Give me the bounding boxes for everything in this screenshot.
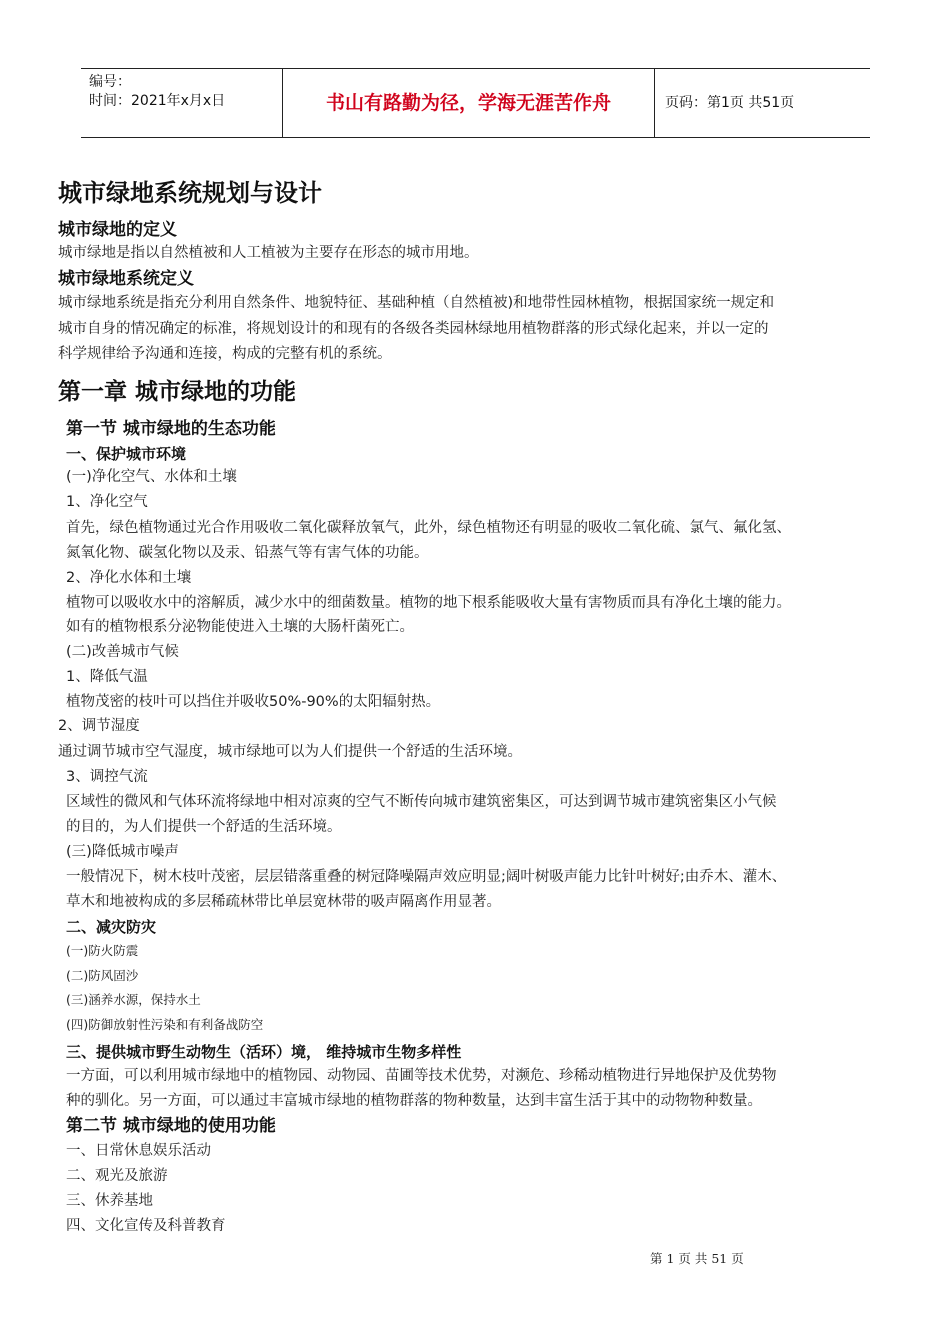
- body-line: 植物茂密的枝叶可以挡住并吸收50%-90%的太阳辐射热。: [66, 694, 441, 710]
- definition-text: 城市绿地是指以自然植被和人工植被为主要存在形态的城市用地。: [58, 245, 479, 261]
- subheading: 二、减灾防灾: [66, 918, 157, 936]
- list-item: 二、观光及旅游: [66, 1168, 168, 1184]
- body-line: 通过调节城市空气湿度，城市绿地可以为人们提供一个舒适的生活环境。: [58, 744, 522, 760]
- item-label: 1、降低气温: [66, 669, 148, 685]
- list-item: 一、日常休息娱乐活动: [66, 1143, 211, 1159]
- body-line: 一方面，可以利用城市绿地中的植物园、动物园、苗圃等技术优势，对濒危、珍稀动植物进行异地保护及优势物: [66, 1068, 777, 1084]
- number-label: 编号：: [89, 74, 131, 90]
- subsection-label: (三)降低城市噪声: [66, 844, 179, 860]
- list-item: (二)防风固沙: [66, 968, 139, 983]
- list-item: (一)防火防震: [66, 943, 139, 958]
- system-text-line: 城市自身的情况确定的标准，将规划设计的和现有的各级各类园林绿地用植物群落的形式绿化起来，并以一定的: [58, 321, 769, 337]
- item-label: 2、调节湿度: [58, 718, 140, 734]
- item-label: 1、净化空气: [66, 494, 148, 510]
- body-line: 首先，绿色植物通过光合作用吸收二氧化碳释放氧气，此外，绿色植物还有明显的吸收二氧化硫、氯气、氟化氢、: [66, 520, 791, 536]
- header-table: [81, 68, 870, 138]
- body-line: 如有的植物根系分泌物能使进入土壤的大肠杆菌死亡。: [66, 619, 414, 635]
- system-text-line: 科学规律给予沟通和连接，构成的完整有机的系统。: [58, 346, 392, 362]
- body-line: 区域性的微风和气体环流将绿地中相对凉爽的空气不断传向城市建筑密集区，可达到调节城市建筑密集区小气候: [66, 794, 777, 810]
- body-line: 种的驯化。另一方面，可以通过丰富城市绿地的植物群落的物种数量，达到丰富生活于其中的动物物种数量。: [66, 1093, 762, 1109]
- body-line: 植物可以吸收水中的溶解质，减少水中的细菌数量。植物的地下根系能吸收大量有害物质而具有净化土壤的能力。: [66, 595, 791, 611]
- header-meta-cell: [81, 69, 283, 137]
- section-heading: 第一节 城市绿地的生态功能: [66, 419, 276, 439]
- subsection-label: (二)改善城市气候: [66, 644, 179, 660]
- body-line: 氮氧化物、碳氢化物以及汞、铅蒸气等有害气体的功能。: [66, 545, 429, 561]
- section-heading: 第二节 城市绿地的使用功能: [66, 1116, 276, 1136]
- system-heading: 城市绿地系统定义: [58, 269, 194, 289]
- page-footer: 第 1 页 共 51 页: [650, 1251, 744, 1266]
- page-info: 页码：第1页 共51页: [665, 95, 795, 111]
- motto: 书山有路勤为径，学海无涯苦作舟: [283, 69, 655, 137]
- item-label: 3、调控气流: [66, 769, 148, 785]
- chapter-heading: 第一章 城市绿地的功能: [58, 379, 297, 405]
- document-title: 城市绿地系统规划与设计: [58, 179, 322, 207]
- item-label: 2、净化水体和土壤: [66, 570, 192, 586]
- date-label: 时间：2021年x月x日: [89, 93, 226, 109]
- list-item: (三)涵养水源，保持水土: [66, 992, 201, 1007]
- subsection-label: (一)净化空气、水体和土壤: [66, 469, 237, 485]
- body-line: 的目的，为人们提供一个舒适的生活环境。: [66, 819, 342, 835]
- list-item: 三、休养基地: [66, 1193, 153, 1209]
- subheading: 三、提供城市野生动物生（活环）境， 维持城市生物多样性: [66, 1043, 462, 1061]
- body-line: 草木和地被构成的多层稀疏林带比单层宽林带的吸声隔离作用显著。: [66, 894, 501, 910]
- definition-heading: 城市绿地的定义: [58, 220, 177, 240]
- body-line: 一般情况下，树木枝叶茂密，层层错落重叠的树冠降噪隔声效应明显;阔叶树吸声能力比针叶树好;由乔木、灌木、: [66, 869, 787, 885]
- system-text-line: 城市绿地系统是指充分利用自然条件、地貌特征、基础种植（自然植被)和地带性园林植物，根据国家统一规定和: [58, 295, 775, 311]
- subheading: 一、保护城市环境: [66, 445, 187, 463]
- list-item: 四、文化宣传及科普教育: [66, 1218, 226, 1234]
- list-item: (四)防御放射性污染和有利备战防空: [66, 1017, 264, 1032]
